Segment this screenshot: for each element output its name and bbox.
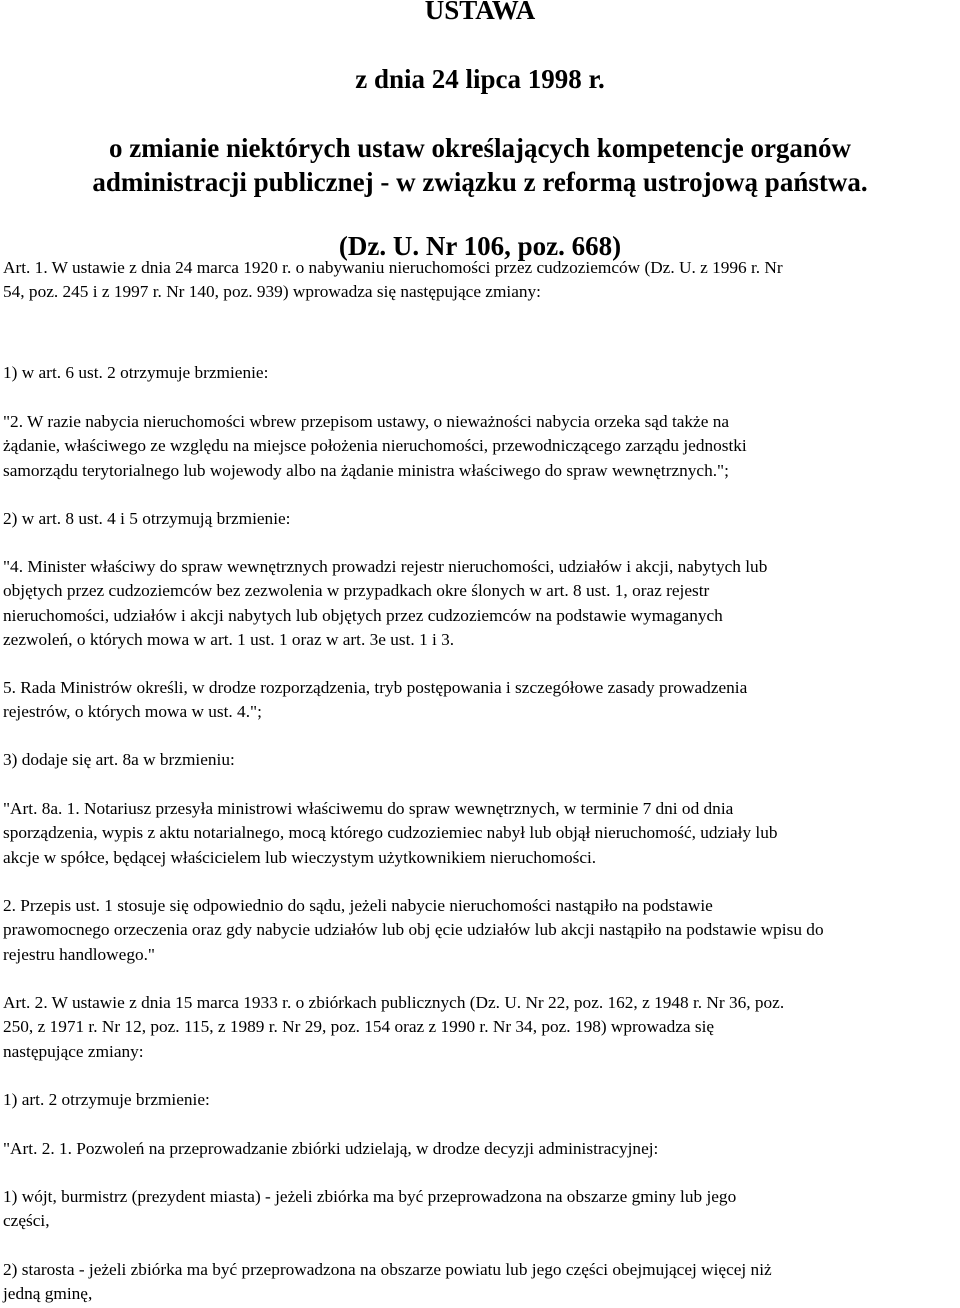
paragraph (3, 1088, 957, 1112)
paragraph-line: "Art. 2. 1. Pozwoleń na przeprowadzanie zbiórki udzielają, w drodze decyzji administracyjnej: (3, 1139, 659, 1158)
paragraph-line: "Art. 8a. 1. Notariusz przesyła ministrowi właściwemu do spraw wewnętrznych, w terminie 7 dni od dnia (3, 799, 734, 818)
act-subject-line-2: administracji publicznej - w związku z reformą ustrojową państwa. (92, 167, 868, 197)
paragraph (3, 991, 957, 1064)
paragraph-line: następujące zmiany: (3, 1041, 144, 1061)
paragraph (3, 361, 957, 385)
paragraph-line: Art. 1. W ustawie z dnia 24 marca 1920 r. o nabywaniu nieruchomości przez cudzoziemców (Dz. U. z 1996 r. Nr (3, 258, 783, 277)
act-subject (0, 131, 960, 199)
paragraph-line: rejestrów, o których mowa w ust. 4."; (3, 702, 262, 722)
paragraph-line: samorządu terytorialnego lub wojewody albo na żądanie ministra właściwego do spraw wewnętrznych."; (3, 460, 729, 480)
act-title: USTAWA (424, 0, 536, 25)
paragraph-line: "2. W razie nabycia nieruchomości wbrew przepisom ustawy, o nieważności nabycia orzeka sąd także na (3, 412, 730, 431)
paragraph-line: nieruchomości, udziałów i akcji nabytych lub objętych przez cudzoziemców na podstawie wymaganych (3, 605, 723, 625)
paragraph-line: 2) w art. 8 ust. 4 i 5 otrzymują brzmienie: (3, 509, 291, 528)
paragraph-line: prawomocnego orzeczenia oraz gdy nabycie udziałów lub obj ęcie udziałów lub akcji nastąpiło na podstawie wpisu do (3, 920, 824, 940)
paragraph (3, 1137, 957, 1161)
paragraph-line: żądanie, właściwego ze względu na miejsce położenia nieruchomości, przewodniczącego zarządu jednostki (3, 436, 747, 456)
paragraph-line: sporządzenia, wypis z aktu notarialnego, mocą którego cudzoziemiec nabył lub objął nieruchomość, udziały lub (3, 823, 778, 843)
paragraph (3, 256, 957, 305)
paragraph (3, 676, 957, 725)
paragraph (3, 1185, 957, 1234)
paragraph-line: rejestru handlowego." (3, 944, 155, 964)
paragraph-line: 54, poz. 245 i z 1997 r. Nr 140, poz. 939) wprowadza się następujące zmiany: (3, 282, 541, 302)
paragraph-line: zezwoleń, o których mowa w art. 1 ust. 1 oraz w art. 3e ust. 1 i 3. (3, 629, 455, 649)
paragraph-line: 1) wójt, burmistrz (prezydent miasta) - jeżeli zbiórka ma być przeprowadzona na obszarze gminy lub jego (3, 1187, 737, 1206)
paragraph-line: Art. 2. W ustawie z dnia 15 marca 1933 r. o zbiórkach publicznych (Dz. U. Nr 22, poz. 162, z 1948 r. Nr 36, poz. (3, 993, 785, 1012)
paragraph-line: 1) w art. 6 ust. 2 otrzymuje brzmienie: (3, 363, 269, 382)
paragraph (3, 894, 957, 967)
paragraph-line: 3) dodaje się art. 8a w brzmieniu: (3, 750, 235, 769)
paragraph-line: 2) starosta - jeżeli zbiórka ma być przeprowadzona na obszarze powiatu lub jego części obejmującej więcej niż (3, 1260, 772, 1279)
paragraph (3, 1258, 957, 1307)
paragraph-line: "4. Minister właściwy do spraw wewnętrznych prowadzi rejestr nieruchomości, udziałów i akcji, nabytych lub (3, 557, 768, 576)
act-date: z dnia 24 lipca 1998 r. (355, 64, 605, 94)
paragraph-line: 5. Rada Ministrów określi, w drodze rozporządzenia, tryb postępowania i szczegółowe zasady prowadzenia (3, 678, 748, 697)
paragraph-line: 250, z 1971 r. Nr 12, poz. 115, z 1989 r. Nr 29, poz. 154 oraz z 1990 r. Nr 34, poz. 198) wprowadza się (3, 1017, 715, 1037)
paragraph (3, 797, 957, 870)
paragraph-line: 2. Przepis ust. 1 stosuje się odpowiednio do sądu, jeżeli nabycie nieruchomości nastąpiło na podstawie (3, 896, 713, 915)
journal-reference: (Dz. U. Nr 106, poz. 668) (338, 231, 622, 261)
paragraph (3, 410, 957, 483)
paragraph-line: 1) art. 2 otrzymuje brzmienie: (3, 1090, 210, 1109)
paragraph-line: części, (3, 1211, 50, 1231)
paragraph-line: jedną gminę, (3, 1284, 93, 1304)
act-subject-line-1: o zmianie niektórych ustaw określających kompetencje organów (109, 133, 851, 163)
paragraph (3, 748, 957, 772)
paragraph-line: akcje w spółce, będącej właścicielem lub wieczystym użytkownikiem nieruchomości. (3, 847, 597, 867)
paragraph (3, 507, 957, 531)
paragraph (3, 555, 957, 652)
paragraph-line: objętych przez cudzoziemców bez zezwolenia w przypadkach okre ślonych w art. 8 ust. 1, oraz rejestr (3, 581, 710, 601)
